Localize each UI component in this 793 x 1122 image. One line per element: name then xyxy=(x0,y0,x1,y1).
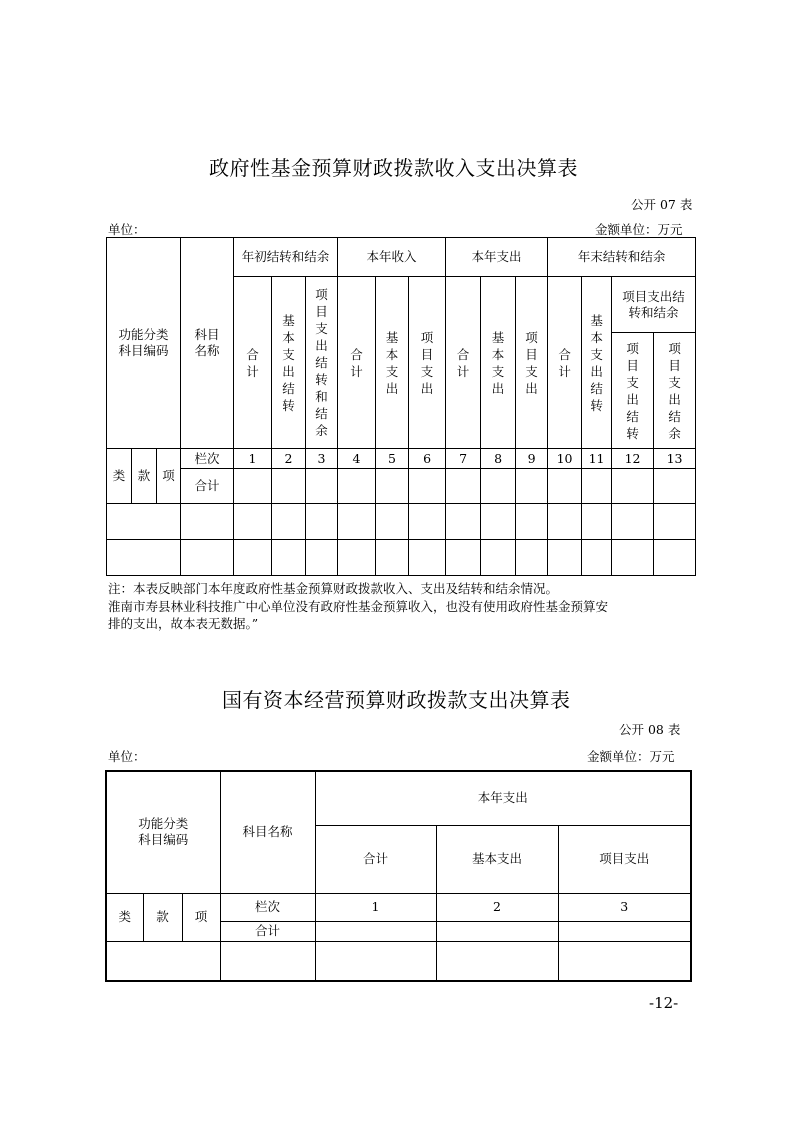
table-cell xyxy=(338,504,376,540)
table-cell xyxy=(612,540,654,576)
closing-total-header: 合计 xyxy=(548,277,582,449)
expense-total-header: 合计 xyxy=(446,277,481,449)
table-cell xyxy=(315,921,436,941)
table-cell xyxy=(338,540,376,576)
col-number: 11 xyxy=(582,449,612,469)
table-cell xyxy=(234,540,272,576)
closing-project-balance-header: 项目支出结余 xyxy=(654,333,696,449)
expense-basic-header: 基本支出 xyxy=(436,825,558,893)
row-total-label: 合计 xyxy=(220,921,315,941)
func-class-header: 功能分类 科目编码 xyxy=(107,238,181,449)
table-cell xyxy=(272,504,306,540)
expense-basic-header: 基本支出 xyxy=(481,277,516,449)
table-cell xyxy=(548,540,582,576)
expense-total-header: 合计 xyxy=(315,825,436,893)
table-cell xyxy=(107,540,181,576)
table1-amount-unit: 金额单位：万元 xyxy=(595,222,683,237)
table-row xyxy=(106,941,691,981)
col-number: 9 xyxy=(516,449,548,469)
lei-header: 类 xyxy=(106,893,143,941)
expense-project-header: 项目支出 xyxy=(516,277,548,449)
table-cell xyxy=(446,504,481,540)
table-cell xyxy=(436,941,558,981)
table-cell xyxy=(654,504,696,540)
table2-code: 公开 08 表 xyxy=(619,722,681,737)
row-index-label: 栏次 xyxy=(220,893,315,921)
income-header: 本年收入 xyxy=(338,238,446,277)
table-cell xyxy=(481,540,516,576)
income-project-header: 项目支出 xyxy=(409,277,446,449)
table-row xyxy=(107,504,696,540)
table-cell xyxy=(516,504,548,540)
table-cell xyxy=(376,504,409,540)
table-cell xyxy=(516,540,548,576)
table-cell xyxy=(181,540,234,576)
subject-name-header: 科目 名称 xyxy=(181,238,234,449)
table-cell xyxy=(558,941,691,981)
closing-project-group-header: 项目支出结转和结余 xyxy=(612,277,696,333)
col-number: 6 xyxy=(409,449,446,469)
income-basic-header: 基本支出 xyxy=(376,277,409,449)
col-number: 8 xyxy=(481,449,516,469)
table2-unit-label: 单位： xyxy=(108,749,146,764)
table2-title: 国有资本经营预算财政拨款支出决算表 xyxy=(222,688,571,712)
xiang-header: 项 xyxy=(182,893,220,941)
table1-unit-label: 单位： xyxy=(108,222,146,237)
opening-project-carryover-header: 项目支出结转和结余 xyxy=(306,277,338,449)
table1-grid xyxy=(106,237,696,576)
col-number: 3 xyxy=(306,449,338,469)
table1-title: 政府性基金预算财政拨款收入支出决算表 xyxy=(209,156,578,180)
table-cell xyxy=(220,941,315,981)
note-line: 注：本表反映部门本年度政府性基金预算财政拨款收入、支出及结转和结余情况。 xyxy=(108,581,559,596)
lei-header: 类 xyxy=(107,449,132,504)
table-cell xyxy=(409,504,446,540)
row-index-label: 栏次 xyxy=(181,449,234,469)
table-cell xyxy=(376,469,409,504)
col-number: 2 xyxy=(436,893,558,921)
expense-header: 本年支出 xyxy=(315,771,691,825)
table-cell xyxy=(582,504,612,540)
table-cell xyxy=(107,504,181,540)
col-number: 5 xyxy=(376,449,409,469)
table-cell xyxy=(234,504,272,540)
table-cell xyxy=(106,941,220,981)
table-cell xyxy=(338,469,376,504)
note-line: 排的支出，故本表无数据。” xyxy=(108,616,259,631)
row-total-label: 合计 xyxy=(181,469,234,504)
table-cell xyxy=(409,469,446,504)
table-cell xyxy=(481,504,516,540)
table-row xyxy=(107,540,696,576)
opening-basic-carryover-header: 基本支出结转 xyxy=(272,277,306,449)
table-cell xyxy=(612,504,654,540)
subject-name-header: 科目名称 xyxy=(220,771,315,893)
table1-note xyxy=(108,580,700,633)
table2-grid xyxy=(105,770,692,982)
table-cell xyxy=(558,921,691,941)
xiang-header: 项 xyxy=(157,449,181,504)
col-number: 2 xyxy=(272,449,306,469)
closing-project-carryover-header: 项目支出结转 xyxy=(612,333,654,449)
col-number: 1 xyxy=(234,449,272,469)
table-cell xyxy=(272,469,306,504)
col-number: 10 xyxy=(548,449,582,469)
table-cell xyxy=(446,469,481,504)
table-cell xyxy=(181,504,234,540)
note-line: 淮南市寿县林业科技推广中心单位没有政府性基金预算收入，也没有使用政府性基金预算安 xyxy=(108,598,609,614)
table-cell xyxy=(582,469,612,504)
closing-balance-header: 年末结转和结余 xyxy=(548,238,696,277)
col-number: 13 xyxy=(654,449,696,469)
page-number: -12- xyxy=(649,994,679,1012)
opening-total-header: 合计 xyxy=(234,277,272,449)
table-cell xyxy=(306,504,338,540)
expense-header: 本年支出 xyxy=(446,238,548,277)
table-cell xyxy=(315,941,436,981)
col-number: 12 xyxy=(612,449,654,469)
func-class-header: 功能分类 科目编码 xyxy=(106,771,220,893)
table-cell xyxy=(481,469,516,504)
table-cell xyxy=(306,540,338,576)
table-cell xyxy=(409,540,446,576)
table-cell xyxy=(306,469,338,504)
table-cell xyxy=(548,469,582,504)
table-cell xyxy=(446,540,481,576)
table-cell xyxy=(516,469,548,504)
table-cell xyxy=(234,469,272,504)
opening-balance-header: 年初结转和结余 xyxy=(234,238,338,277)
table-cell xyxy=(654,469,696,504)
col-number: 4 xyxy=(338,449,376,469)
table1-code: 公开 07 表 xyxy=(631,197,693,212)
closing-basic-carryover-header: 基本支出结转 xyxy=(582,277,612,449)
table2-amount-unit: 金额单位：万元 xyxy=(587,749,675,764)
kuan-header: 款 xyxy=(143,893,182,941)
table-cell xyxy=(436,921,558,941)
col-number: 1 xyxy=(315,893,436,921)
table-cell xyxy=(582,540,612,576)
table-cell xyxy=(272,540,306,576)
table-cell xyxy=(612,469,654,504)
table-cell xyxy=(376,540,409,576)
col-number: 7 xyxy=(446,449,481,469)
income-total-header: 合计 xyxy=(338,277,376,449)
col-number: 3 xyxy=(558,893,691,921)
expense-project-header: 项目支出 xyxy=(558,825,691,893)
table-cell xyxy=(654,540,696,576)
table-cell xyxy=(548,504,582,540)
kuan-header: 款 xyxy=(132,449,157,504)
